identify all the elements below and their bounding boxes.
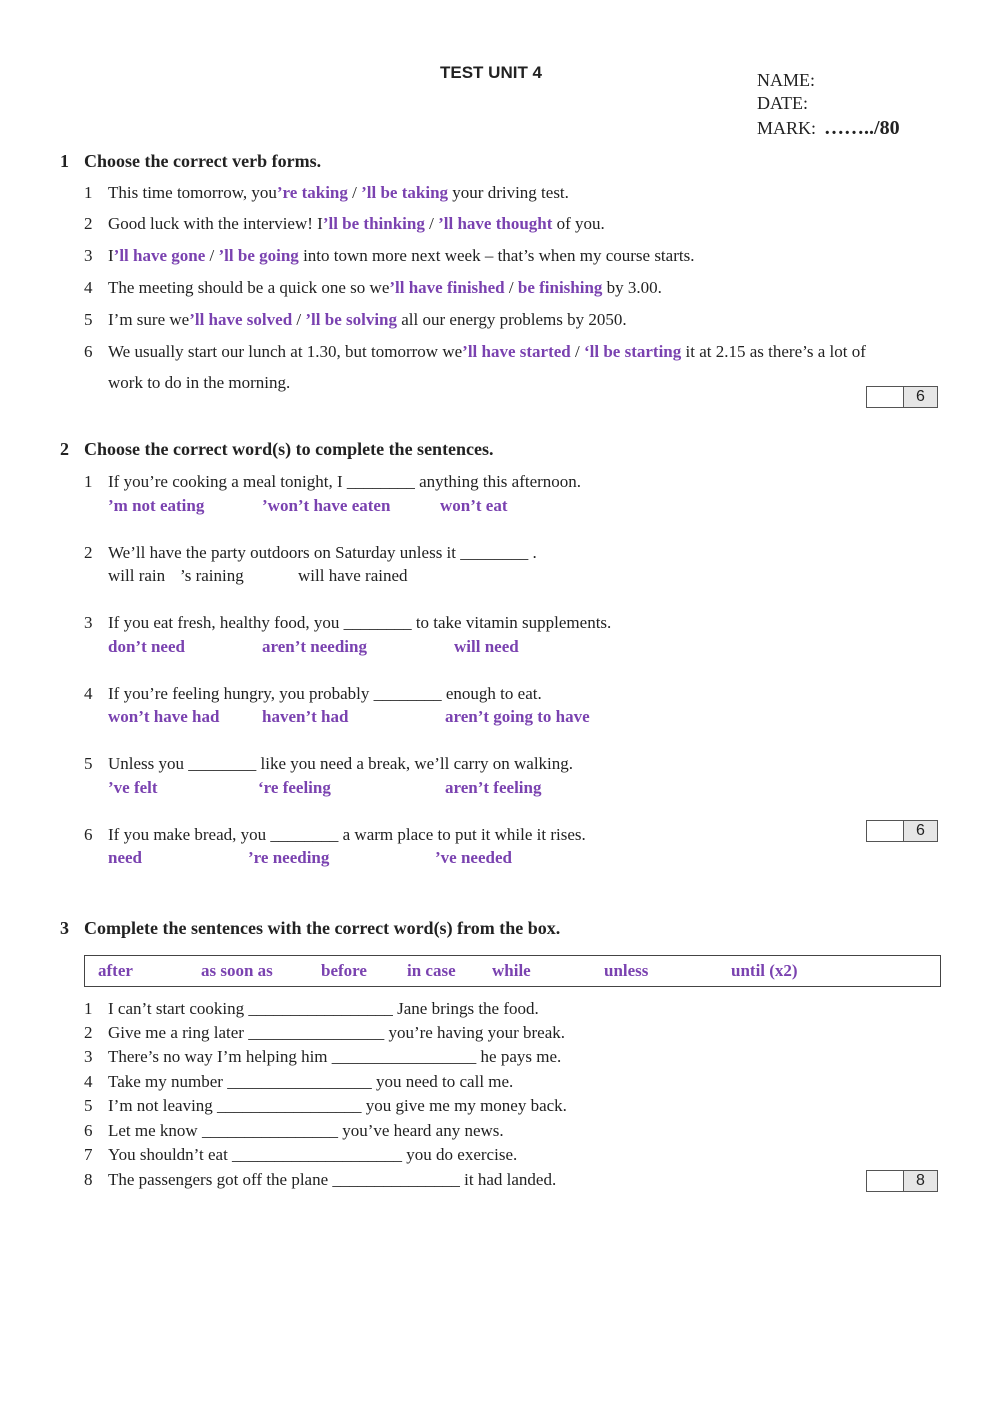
s2-item-6 [84, 825, 586, 845]
section-number: 1 [60, 151, 69, 171]
s1-item-1 [84, 183, 569, 203]
text: Good luck with the interview! I [108, 214, 323, 233]
text: by 3.00. [602, 278, 662, 297]
item-number: 3 [84, 1047, 93, 1066]
section-2-heading [60, 439, 494, 460]
sentence-text[interactable]: I can’t start cooking _________________ Jane brings the food. [108, 999, 539, 1018]
section-1-heading [60, 151, 321, 172]
option-1[interactable]: ’ll be thinking [322, 214, 425, 233]
item-number: 3 [84, 613, 93, 632]
word-until[interactable]: until (x2) [731, 961, 798, 980]
item-number: 4 [84, 278, 93, 297]
item-number: 2 [84, 214, 93, 233]
text: all our energy problems by 2050. [397, 310, 627, 329]
word-before[interactable]: before [321, 961, 367, 980]
sentence-text[interactable]: Give me a ring later ________________ you’re having your break. [108, 1023, 565, 1042]
sentence-text[interactable]: Let me know ________________ you’ve heard any news. [108, 1121, 504, 1140]
s2-1-option-c[interactable]: won’t eat [440, 496, 508, 515]
s2-5-option-a[interactable]: ’ve felt [108, 778, 158, 797]
item-number: 4 [84, 684, 93, 703]
separator: / [570, 342, 584, 361]
s1-item-6-continuation: work to do in the morning. [108, 373, 291, 392]
s2-6-option-c[interactable]: ’ve needed [435, 848, 512, 867]
section-title: Complete the sentences with the correct word(s) from the box. [84, 918, 561, 938]
item-number: 2 [84, 543, 93, 562]
item-number: 1 [84, 999, 93, 1018]
text: We usually start our lunch at 1.30, but tomorrow we [108, 342, 463, 361]
s2-6-option-b[interactable]: ’re needing [248, 848, 330, 867]
section-1-score-box [866, 386, 938, 408]
option-1[interactable]: ’re taking [276, 183, 348, 202]
s3-item-5 [84, 1096, 567, 1116]
s2-2-option-c[interactable]: will have rained [298, 566, 408, 585]
word-box [84, 955, 941, 987]
option-2[interactable]: ’ll have thought [438, 214, 553, 233]
item-number: 4 [84, 1072, 93, 1091]
s1-item-3 [84, 246, 694, 266]
score-input[interactable] [867, 387, 904, 407]
option-1[interactable]: ’ll have gone [113, 246, 206, 265]
item-number: 6 [84, 342, 93, 361]
sentence-text[interactable]: I’m not leaving _________________ you give me my money back. [108, 1096, 567, 1115]
s2-4-option-a[interactable]: won’t have had [108, 707, 220, 726]
s1-item-4 [84, 278, 662, 298]
s3-item-7 [84, 1145, 517, 1165]
s2-item-2 [84, 543, 537, 563]
text: into town more next week – that’s when my course starts. [298, 246, 695, 265]
separator: / [205, 246, 219, 265]
section-2-score-box [866, 820, 938, 842]
word-in-case[interactable]: in case [407, 961, 456, 980]
separator: / [292, 310, 306, 329]
item-number: 5 [84, 754, 93, 773]
question-text: Unless you ________ like you need a break, we’ll carry on walking. [108, 754, 574, 773]
text: The meeting should be a quick one so we [108, 278, 390, 297]
s2-item-5 [84, 754, 573, 774]
text: of you. [552, 214, 605, 233]
score-max: 6 [904, 821, 937, 841]
s2-6-option-a[interactable]: need [108, 848, 142, 867]
item-number: 3 [84, 246, 93, 265]
score-max: 6 [904, 387, 937, 407]
option-2[interactable]: be finishing [517, 278, 603, 297]
item-number: 5 [84, 310, 93, 329]
text: it at 2.15 as there’s a lot of [681, 342, 866, 361]
item-number: 6 [84, 1121, 93, 1140]
s3-item-2 [84, 1023, 565, 1043]
section-3-score-box [866, 1170, 938, 1192]
s2-3-option-c[interactable]: will need [454, 637, 519, 656]
question-text: We’ll have the party outdoors on Saturday unless it ________ . [108, 543, 537, 562]
word-as-soon-as[interactable]: as soon as [201, 961, 273, 980]
s2-2-option-a[interactable]: will rain [108, 566, 166, 585]
separator: / [504, 278, 518, 297]
s2-5-option-b[interactable]: ‘re feeling [258, 778, 331, 797]
item-number: 8 [84, 1170, 93, 1189]
page-title: TEST UNIT 4 [440, 63, 543, 82]
word-after[interactable]: after [98, 961, 133, 980]
text: your driving test. [448, 183, 569, 202]
question-text: If you’re cooking a meal tonight, I ________ anything this afternoon. [108, 472, 582, 491]
s2-item-4 [84, 684, 542, 704]
sentence-text[interactable]: The passengers got off the plane _______________ it had landed. [108, 1170, 557, 1189]
mark-label: MARK: [757, 118, 817, 138]
question-text: If you eat fresh, healthy food, you ________ to take vitamin supplements. [108, 613, 612, 632]
s1-item-2 [84, 214, 605, 234]
s1-item-5 [84, 310, 627, 330]
score-input[interactable] [867, 1171, 904, 1191]
s1-item-6 [84, 342, 866, 362]
option-1[interactable]: ’ll have solved [189, 310, 293, 329]
s2-item-1 [84, 472, 581, 492]
sentence-text[interactable]: There’s no way I’m helping him _________________ he pays me. [108, 1047, 562, 1066]
sentence-text[interactable]: Take my number _________________ you need to call me. [108, 1072, 514, 1091]
text: I [108, 246, 114, 265]
sentence-text[interactable]: You shouldn’t eat ____________________ you do exercise. [108, 1145, 518, 1164]
item-number: 1 [84, 472, 93, 491]
word-while[interactable]: while [492, 961, 531, 980]
date-label: DATE: [757, 93, 808, 113]
text: This time tomorrow, you [108, 183, 277, 202]
score-input[interactable] [867, 821, 904, 841]
word-unless[interactable]: unless [604, 961, 649, 980]
section-number: 2 [60, 439, 69, 459]
option-2[interactable]: ’ll be taking [361, 183, 449, 202]
s2-3-option-a[interactable]: don’t need [108, 637, 185, 656]
s2-4-option-c[interactable]: aren’t going to have [445, 707, 590, 726]
name-label: NAME: [757, 70, 815, 90]
s3-item-3 [84, 1047, 561, 1067]
s2-2-option-b[interactable]: ’s raining [180, 566, 244, 585]
section-title: Choose the correct verb forms. [84, 151, 322, 171]
separator: / [424, 214, 439, 233]
section-title: Choose the correct word(s) to complete the sentences. [84, 439, 494, 459]
item-number: 5 [84, 1096, 93, 1115]
option-2[interactable]: ‘ll be starting [583, 342, 682, 361]
s3-item-8 [84, 1170, 556, 1190]
item-number: 1 [84, 183, 93, 202]
s2-1-option-a[interactable]: ’m not eating [108, 496, 205, 515]
s3-item-1 [84, 999, 539, 1019]
section-number: 3 [60, 918, 69, 938]
question-text: If you make bread, you ________ a warm place to put it while it rises. [108, 825, 586, 844]
option-2[interactable]: ’ll be solving [305, 310, 398, 329]
s2-1-option-b[interactable]: ’won’t have eaten [262, 496, 391, 515]
text: I’m sure we [108, 310, 190, 329]
score-max: 8 [904, 1171, 937, 1191]
option-1[interactable]: ’ll have started [462, 342, 571, 361]
item-number: 6 [84, 825, 93, 844]
s2-4-option-b[interactable]: haven’t had [262, 707, 349, 726]
option-1[interactable]: ’ll have finished [389, 278, 505, 297]
separator: / [347, 183, 362, 202]
section-3-heading [60, 918, 560, 939]
option-2[interactable]: ’ll be going [218, 246, 299, 265]
item-number: 2 [84, 1023, 93, 1042]
s2-item-3 [84, 613, 611, 633]
s3-item-6 [84, 1121, 504, 1141]
mark-row [757, 117, 900, 140]
item-number: 7 [84, 1145, 93, 1164]
question-text: If you’re feeling hungry, you probably ________ enough to eat. [108, 684, 542, 703]
s3-item-4 [84, 1072, 513, 1092]
s2-5-option-c[interactable]: aren’t feeling [445, 778, 542, 797]
s2-3-option-b[interactable]: aren’t needing [262, 637, 367, 656]
mark-value: ……../80 [824, 117, 900, 139]
